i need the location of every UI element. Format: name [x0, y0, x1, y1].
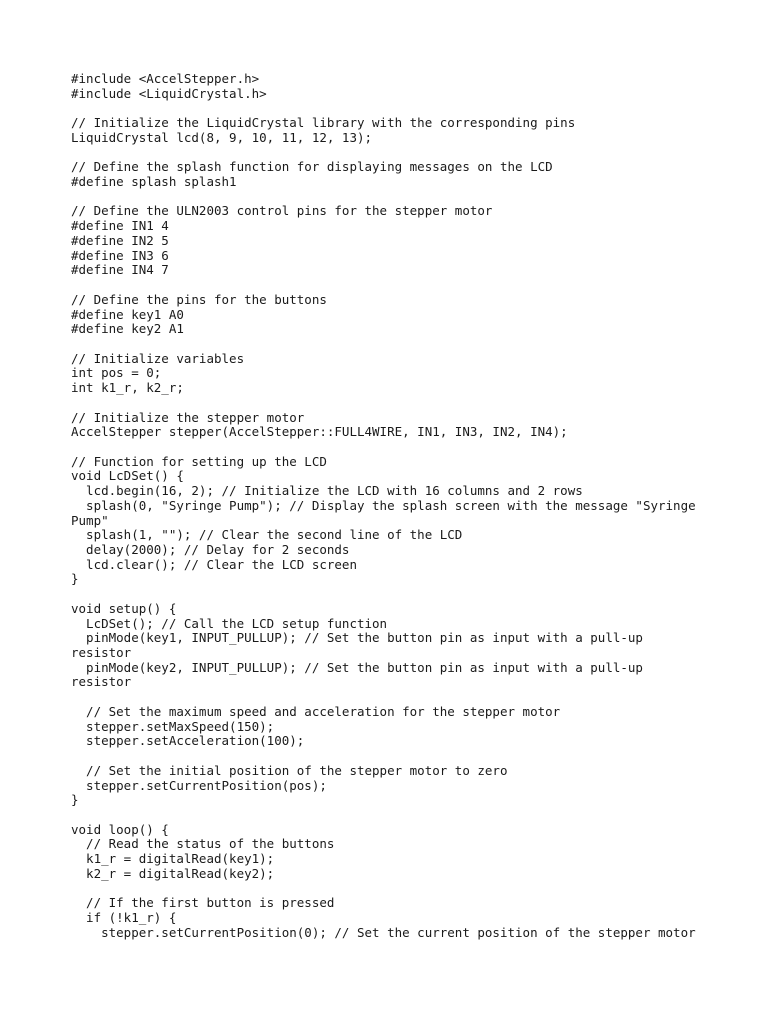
code-line: LiquidCrystal lcd(8, 9, 10, 11, 12, 13); — [71, 129, 373, 145]
code-line — [71, 690, 711, 705]
code-line: lcd.begin(16, 2); // Initialize the LCD with 16 columns and 2 rows — [71, 483, 583, 499]
code-line: stepper.setCurrentPosition(pos); — [71, 777, 327, 793]
code-line: #define key1 A0 — [71, 306, 184, 322]
code-line: int pos = 0; — [71, 365, 162, 381]
code-line — [71, 749, 711, 764]
code-line: // Initialize the stepper motor — [71, 409, 305, 425]
code-line: pinMode(key1, INPUT_PULLUP); // Set the button pin as input with a pull-up — [71, 630, 643, 646]
code-line: splash(0, "Syringe Pump"); // Display the splash screen with the message "Syringe — [71, 497, 696, 513]
code-line: delay(2000); // Delay for 2 seconds — [71, 542, 350, 557]
code-line: // Initialize variables — [71, 350, 245, 366]
code-line: // Function for setting up the LCD — [71, 453, 327, 469]
code-line: #include <AccelStepper.h> — [71, 71, 260, 86]
code-line: } — [71, 792, 79, 808]
code-line: Pump" — [71, 512, 109, 528]
code-line: if (!k1_r) { — [71, 909, 177, 925]
code-line: void loop() { — [71, 821, 169, 837]
code-line — [71, 278, 711, 293]
code-line: } — [71, 571, 79, 587]
code-line: #define IN1 4 — [71, 218, 169, 234]
code-line — [71, 337, 711, 352]
code-block — [71, 72, 711, 940]
code-line — [71, 587, 711, 602]
code-line: stepper.setMaxSpeed(150); — [71, 718, 275, 734]
code-line — [71, 440, 711, 455]
code-line: lcd.clear(); // Clear the LCD screen — [71, 556, 357, 572]
code-line: resistor — [71, 674, 132, 690]
code-line — [71, 808, 711, 823]
code-line — [71, 101, 711, 116]
code-line: // Initialize the LiquidCrystal library with the corresponding pins — [71, 115, 576, 131]
code-line: k1_r = digitalRead(key1); — [71, 851, 275, 867]
code-line — [71, 190, 711, 205]
code-line: #define IN4 7 — [71, 262, 169, 278]
code-line: // Set the maximum speed and acceleration for the stepper motor — [71, 703, 561, 719]
code-line: #define key2 A1 — [71, 321, 184, 337]
code-line: pinMode(key2, INPUT_PULLUP); // Set the button pin as input with a pull-up — [71, 659, 643, 675]
code-line: // Read the status of the buttons — [71, 836, 335, 852]
code-line: stepper.setCurrentPosition(0); // Set the current position of the stepper motor — [71, 924, 696, 940]
code-line: AccelStepper stepper(AccelStepper::FULL4WIRE, IN1, IN3, IN2, IN4); — [71, 424, 568, 440]
code-line: void setup() { — [71, 600, 177, 616]
code-line — [71, 396, 711, 411]
code-line: // If the first button is pressed — [71, 895, 335, 911]
code-line: #define splash splash1 — [71, 174, 237, 190]
code-line: stepper.setAcceleration(100); — [71, 733, 305, 749]
code-line: // Define the pins for the buttons — [71, 291, 327, 307]
code-line — [71, 882, 711, 897]
code-line: int k1_r, k2_r; — [71, 380, 184, 396]
code-line: // Define the splash function for displaying messages on the LCD — [71, 159, 553, 175]
code-line: splash(1, ""); // Clear the second line of the LCD — [71, 527, 463, 543]
code-line: #include <LiquidCrystal.h> — [71, 85, 267, 101]
code-line: k2_r = digitalRead(key2); — [71, 865, 275, 881]
code-line: void LcDSet() { — [71, 468, 184, 484]
code-line: #define IN3 6 — [71, 247, 169, 263]
code-line: // Set the initial position of the stepper motor to zero — [71, 762, 508, 778]
code-line: LcDSet(); // Call the LCD setup function — [71, 615, 388, 631]
code-line: #define IN2 5 — [71, 232, 169, 248]
code-line — [71, 146, 711, 161]
code-line: // Define the ULN2003 control pins for the stepper motor — [71, 203, 493, 219]
code-line: resistor — [71, 645, 132, 661]
